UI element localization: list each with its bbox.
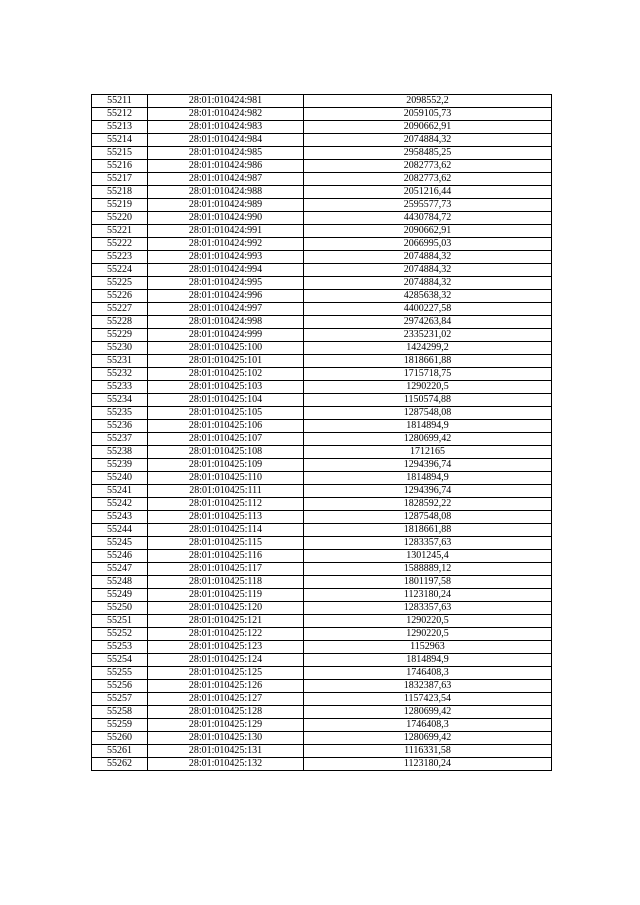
table-row — [92, 264, 552, 277]
table-row — [92, 550, 552, 563]
cadastral-number-cell: 28:01:010424:981 — [148, 95, 304, 108]
row-number-cell: 55234 — [92, 394, 148, 407]
value-cell: 2051216,44 — [304, 186, 552, 199]
cadastral-number-cell: 28:01:010425:112 — [148, 498, 304, 511]
cadastral-value-table — [91, 94, 552, 771]
value-cell: 1818661,88 — [304, 524, 552, 537]
cadastral-number-cell: 28:01:010425:121 — [148, 615, 304, 628]
row-number-cell: 55230 — [92, 342, 148, 355]
cadastral-number-cell: 28:01:010425:118 — [148, 576, 304, 589]
table-row — [92, 160, 552, 173]
row-number-cell: 55235 — [92, 407, 148, 420]
table-row — [92, 381, 552, 394]
value-cell: 1280699,42 — [304, 706, 552, 719]
row-number-cell: 55261 — [92, 745, 148, 758]
cadastral-number-cell: 28:01:010425:114 — [148, 524, 304, 537]
row-number-cell: 55222 — [92, 238, 148, 251]
table-row — [92, 251, 552, 264]
table-row — [92, 277, 552, 290]
cadastral-number-cell: 28:01:010424:999 — [148, 329, 304, 342]
cadastral-number-cell: 28:01:010424:982 — [148, 108, 304, 121]
row-number-cell: 55260 — [92, 732, 148, 745]
table-row — [92, 602, 552, 615]
table-row — [92, 511, 552, 524]
table-row — [92, 706, 552, 719]
row-number-cell: 55214 — [92, 134, 148, 147]
cadastral-number-cell: 28:01:010424:992 — [148, 238, 304, 251]
row-number-cell: 55262 — [92, 758, 148, 771]
table-row — [92, 576, 552, 589]
value-cell: 2098552,2 — [304, 95, 552, 108]
cadastral-number-cell: 28:01:010424:987 — [148, 173, 304, 186]
value-cell: 1294396,74 — [304, 459, 552, 472]
table-row — [92, 745, 552, 758]
table-row — [92, 95, 552, 108]
table-row — [92, 628, 552, 641]
row-number-cell: 55243 — [92, 511, 148, 524]
value-cell: 2074884,32 — [304, 277, 552, 290]
cadastral-number-cell: 28:01:010424:984 — [148, 134, 304, 147]
table-row — [92, 147, 552, 160]
value-cell: 1814894,9 — [304, 420, 552, 433]
row-number-cell: 55245 — [92, 537, 148, 550]
table-row — [92, 368, 552, 381]
value-cell: 1294396,74 — [304, 485, 552, 498]
cadastral-number-cell: 28:01:010424:983 — [148, 121, 304, 134]
table-row — [92, 186, 552, 199]
cadastral-number-cell: 28:01:010425:120 — [148, 602, 304, 615]
table-row — [92, 563, 552, 576]
row-number-cell: 55247 — [92, 563, 148, 576]
table-row — [92, 615, 552, 628]
cadastral-number-cell: 28:01:010424:990 — [148, 212, 304, 225]
cadastral-number-cell: 28:01:010425:126 — [148, 680, 304, 693]
value-cell: 1424299,2 — [304, 342, 552, 355]
cadastral-number-cell: 28:01:010424:993 — [148, 251, 304, 264]
cadastral-number-cell: 28:01:010424:988 — [148, 186, 304, 199]
cadastral-number-cell: 28:01:010424:995 — [148, 277, 304, 290]
row-number-cell: 55237 — [92, 433, 148, 446]
cadastral-number-cell: 28:01:010424:996 — [148, 290, 304, 303]
value-cell: 1290220,5 — [304, 381, 552, 394]
row-number-cell: 55233 — [92, 381, 148, 394]
table-row — [92, 589, 552, 602]
value-cell: 1828592,22 — [304, 498, 552, 511]
row-number-cell: 55238 — [92, 446, 148, 459]
table-row — [92, 420, 552, 433]
row-number-cell: 55218 — [92, 186, 148, 199]
cadastral-number-cell: 28:01:010424:998 — [148, 316, 304, 329]
value-cell: 1283357,63 — [304, 602, 552, 615]
value-cell: 1712165 — [304, 446, 552, 459]
value-cell: 1287548,08 — [304, 511, 552, 524]
cadastral-number-cell: 28:01:010425:103 — [148, 381, 304, 394]
table-row — [92, 498, 552, 511]
value-cell: 2090662,91 — [304, 225, 552, 238]
cadastral-number-cell: 28:01:010425:130 — [148, 732, 304, 745]
value-cell: 2074884,32 — [304, 264, 552, 277]
table-row — [92, 641, 552, 654]
value-cell: 2090662,91 — [304, 121, 552, 134]
table-row — [92, 355, 552, 368]
table-row — [92, 446, 552, 459]
value-cell: 4400227,58 — [304, 303, 552, 316]
value-cell: 2974263,84 — [304, 316, 552, 329]
row-number-cell: 55229 — [92, 329, 148, 342]
row-number-cell: 55250 — [92, 602, 148, 615]
value-cell: 2958485,25 — [304, 147, 552, 160]
value-cell: 1814894,9 — [304, 472, 552, 485]
row-number-cell: 55211 — [92, 95, 148, 108]
table-row — [92, 524, 552, 537]
table-row — [92, 433, 552, 446]
cadastral-number-cell: 28:01:010425:127 — [148, 693, 304, 706]
value-cell: 1116331,58 — [304, 745, 552, 758]
row-number-cell: 55258 — [92, 706, 148, 719]
cadastral-number-cell: 28:01:010425:106 — [148, 420, 304, 433]
cadastral-number-cell: 28:01:010424:985 — [148, 147, 304, 160]
value-cell: 1157423,54 — [304, 693, 552, 706]
table-row — [92, 394, 552, 407]
table-row — [92, 342, 552, 355]
value-cell: 1746408,3 — [304, 667, 552, 680]
table-row — [92, 238, 552, 251]
row-number-cell: 55257 — [92, 693, 148, 706]
row-number-cell: 55244 — [92, 524, 148, 537]
value-cell: 1123180,24 — [304, 758, 552, 771]
row-number-cell: 55215 — [92, 147, 148, 160]
value-cell: 1287548,08 — [304, 407, 552, 420]
table-row — [92, 758, 552, 771]
cadastral-number-cell: 28:01:010425:132 — [148, 758, 304, 771]
value-cell: 2074884,32 — [304, 251, 552, 264]
cadastral-number-cell: 28:01:010425:119 — [148, 589, 304, 602]
value-cell: 2595577,73 — [304, 199, 552, 212]
cadastral-number-cell: 28:01:010425:129 — [148, 719, 304, 732]
cadastral-number-cell: 28:01:010425:107 — [148, 433, 304, 446]
table-row — [92, 303, 552, 316]
table-row — [92, 173, 552, 186]
value-cell: 1283357,63 — [304, 537, 552, 550]
row-number-cell: 55254 — [92, 654, 148, 667]
table-row — [92, 199, 552, 212]
row-number-cell: 55220 — [92, 212, 148, 225]
row-number-cell: 55259 — [92, 719, 148, 732]
table-row — [92, 667, 552, 680]
cadastral-number-cell: 28:01:010424:994 — [148, 264, 304, 277]
cadastral-number-cell: 28:01:010425:113 — [148, 511, 304, 524]
row-number-cell: 55253 — [92, 641, 148, 654]
value-cell: 1150574,88 — [304, 394, 552, 407]
row-number-cell: 55251 — [92, 615, 148, 628]
table-row — [92, 693, 552, 706]
value-cell: 1588889,12 — [304, 563, 552, 576]
row-number-cell: 55246 — [92, 550, 148, 563]
table-row — [92, 407, 552, 420]
table-row — [92, 719, 552, 732]
table-row — [92, 459, 552, 472]
row-number-cell: 55240 — [92, 472, 148, 485]
row-number-cell: 55216 — [92, 160, 148, 173]
value-cell: 1280699,42 — [304, 433, 552, 446]
value-cell: 1152963 — [304, 641, 552, 654]
table-row — [92, 537, 552, 550]
row-number-cell: 55224 — [92, 264, 148, 277]
row-number-cell: 55225 — [92, 277, 148, 290]
table-row — [92, 485, 552, 498]
cadastral-number-cell: 28:01:010424:997 — [148, 303, 304, 316]
cadastral-number-cell: 28:01:010424:989 — [148, 199, 304, 212]
row-number-cell: 55219 — [92, 199, 148, 212]
row-number-cell: 55212 — [92, 108, 148, 121]
row-number-cell: 55228 — [92, 316, 148, 329]
table-row — [92, 680, 552, 693]
row-number-cell: 55236 — [92, 420, 148, 433]
table-row — [92, 290, 552, 303]
row-number-cell: 55255 — [92, 667, 148, 680]
table-row — [92, 654, 552, 667]
value-cell: 4285638,32 — [304, 290, 552, 303]
value-cell: 2074884,32 — [304, 134, 552, 147]
table-row — [92, 225, 552, 238]
cadastral-number-cell: 28:01:010425:115 — [148, 537, 304, 550]
cadastral-number-cell: 28:01:010425:124 — [148, 654, 304, 667]
cadastral-number-cell: 28:01:010425:104 — [148, 394, 304, 407]
value-cell: 4430784,72 — [304, 212, 552, 225]
cadastral-number-cell: 28:01:010425:108 — [148, 446, 304, 459]
cadastral-number-cell: 28:01:010425:110 — [148, 472, 304, 485]
row-number-cell: 55223 — [92, 251, 148, 264]
cadastral-number-cell: 28:01:010425:109 — [148, 459, 304, 472]
table-row — [92, 212, 552, 225]
value-cell: 2082773,62 — [304, 160, 552, 173]
cadastral-number-cell: 28:01:010425:117 — [148, 563, 304, 576]
row-number-cell: 55231 — [92, 355, 148, 368]
cadastral-number-cell: 28:01:010425:125 — [148, 667, 304, 680]
cadastral-number-cell: 28:01:010424:991 — [148, 225, 304, 238]
table-row — [92, 316, 552, 329]
value-cell: 1814894,9 — [304, 654, 552, 667]
cadastral-number-cell: 28:01:010425:100 — [148, 342, 304, 355]
table-row — [92, 472, 552, 485]
row-number-cell: 55239 — [92, 459, 148, 472]
cadastral-number-cell: 28:01:010425:131 — [148, 745, 304, 758]
cadastral-number-cell: 28:01:010425:122 — [148, 628, 304, 641]
value-cell: 2335231,02 — [304, 329, 552, 342]
value-cell: 1746408,3 — [304, 719, 552, 732]
value-cell: 2059105,73 — [304, 108, 552, 121]
row-number-cell: 55221 — [92, 225, 148, 238]
row-number-cell: 55248 — [92, 576, 148, 589]
cadastral-number-cell: 28:01:010425:116 — [148, 550, 304, 563]
row-number-cell: 55241 — [92, 485, 148, 498]
table-row — [92, 121, 552, 134]
value-cell: 1123180,24 — [304, 589, 552, 602]
table-body — [92, 95, 552, 771]
cadastral-number-cell: 28:01:010425:102 — [148, 368, 304, 381]
value-cell: 1801197,58 — [304, 576, 552, 589]
cadastral-number-cell: 28:01:010425:105 — [148, 407, 304, 420]
value-cell: 1301245,4 — [304, 550, 552, 563]
row-number-cell: 55252 — [92, 628, 148, 641]
cadastral-number-cell: 28:01:010425:101 — [148, 355, 304, 368]
value-cell: 2082773,62 — [304, 173, 552, 186]
row-number-cell: 55217 — [92, 173, 148, 186]
row-number-cell: 55249 — [92, 589, 148, 602]
value-cell: 1715718,75 — [304, 368, 552, 381]
value-cell: 1832387,63 — [304, 680, 552, 693]
cadastral-number-cell: 28:01:010425:123 — [148, 641, 304, 654]
cadastral-number-cell: 28:01:010424:986 — [148, 160, 304, 173]
cadastral-number-cell: 28:01:010425:111 — [148, 485, 304, 498]
table-row — [92, 108, 552, 121]
row-number-cell: 55256 — [92, 680, 148, 693]
table-row — [92, 732, 552, 745]
value-cell: 1818661,88 — [304, 355, 552, 368]
row-number-cell: 55227 — [92, 303, 148, 316]
value-cell: 1280699,42 — [304, 732, 552, 745]
table-row — [92, 329, 552, 342]
row-number-cell: 55213 — [92, 121, 148, 134]
row-number-cell: 55242 — [92, 498, 148, 511]
row-number-cell: 55226 — [92, 290, 148, 303]
value-cell: 1290220,5 — [304, 628, 552, 641]
row-number-cell: 55232 — [92, 368, 148, 381]
cadastral-number-cell: 28:01:010425:128 — [148, 706, 304, 719]
table-row — [92, 134, 552, 147]
value-cell: 2066995,03 — [304, 238, 552, 251]
value-cell: 1290220,5 — [304, 615, 552, 628]
